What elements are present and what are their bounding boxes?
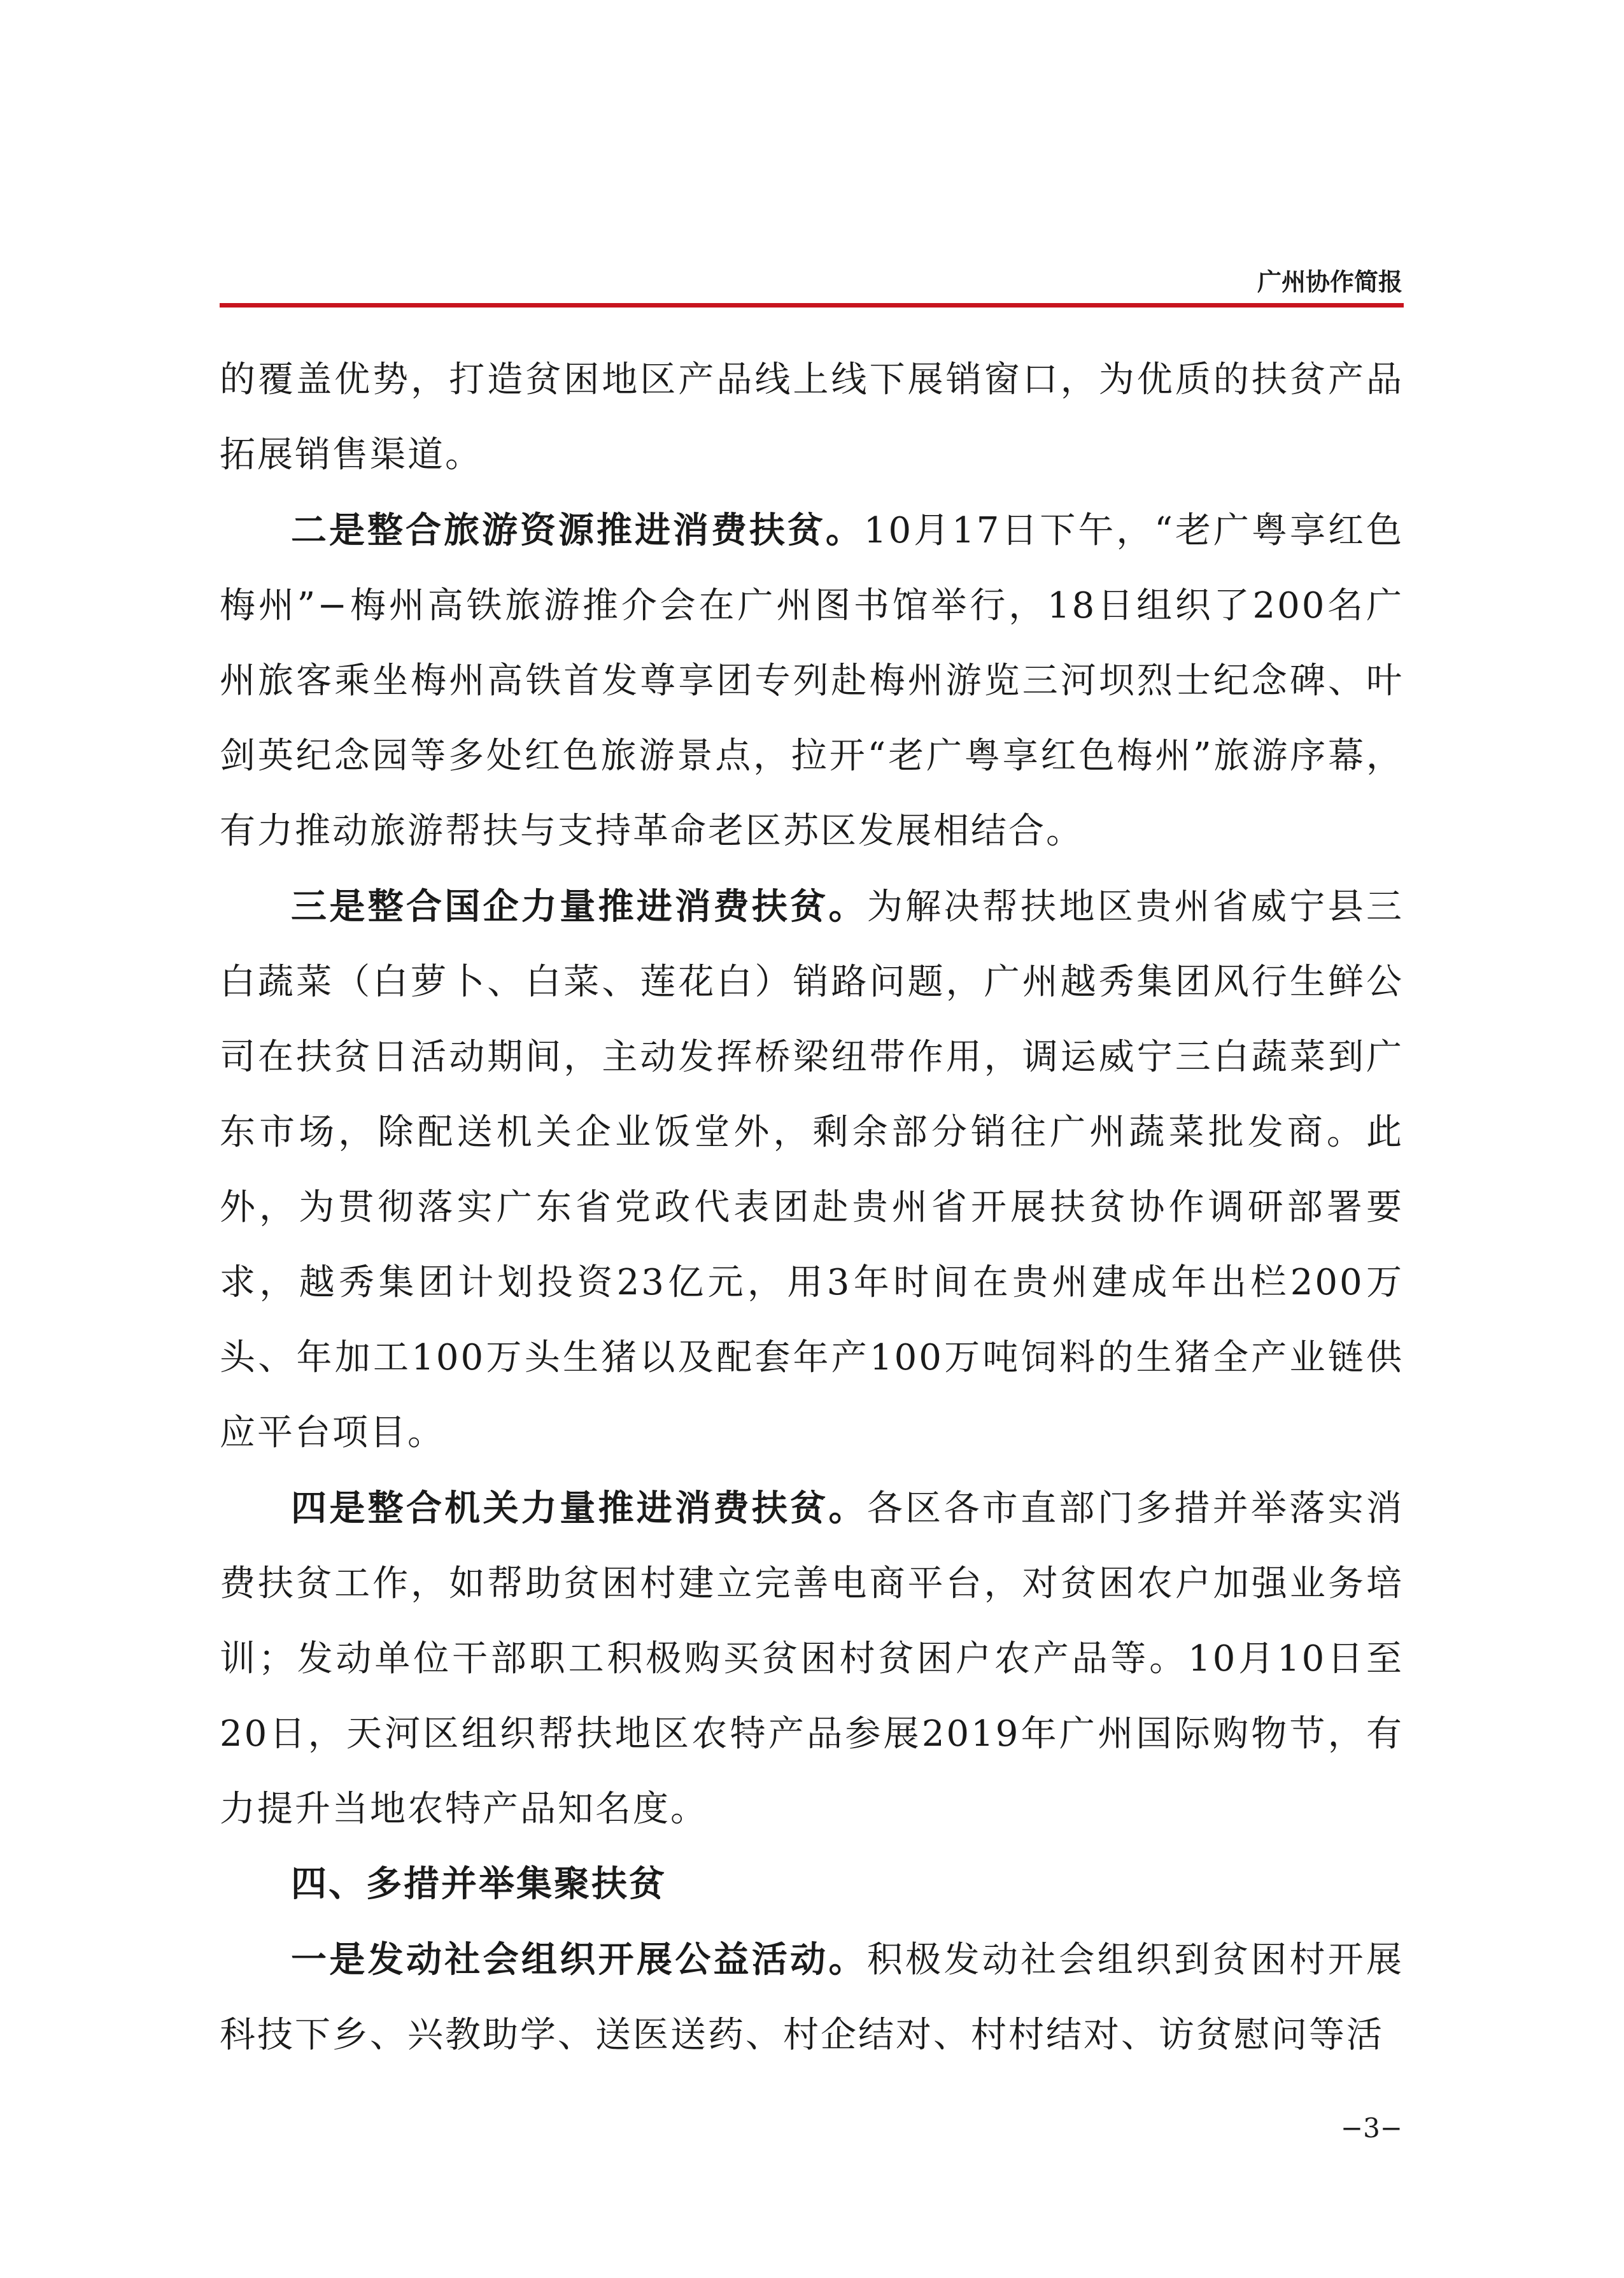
- paragraph-text: 的覆盖优势，打造贫困地区产品线上线下展销窗口，为优质的扶贫产品拓展销售渠道。: [220, 359, 1404, 476]
- paragraph-government: [220, 1471, 1404, 1847]
- paragraph-tourism: [220, 493, 1404, 869]
- page-number: −3−: [1340, 2112, 1402, 2144]
- document-body: [220, 343, 1404, 2073]
- paragraph-continuation: [220, 343, 1404, 493]
- paragraph-soe: [220, 869, 1404, 1471]
- paragraph-lead: 三是整合国企力量推进消费扶贫。: [291, 886, 867, 928]
- paragraph-text: 各区各市直部门多措并举落实消费扶贫工作，如帮助贫困村建立完善电商平台，对贫困农户加强业务培训；发动单位干部职工积极购买贫困村贫困户农产品等。10月10日至20日，天河区组织帮扶地区农特产品参展2019年广州国际购物节，有力提升当地农特产品知名度。: [220, 1488, 1404, 1830]
- header-title: 广州协作简报: [1257, 268, 1402, 296]
- paragraph-lead: 四是整合机关力量推进消费扶贫。: [291, 1487, 867, 1529]
- paragraph-social-orgs: [220, 1922, 1404, 2073]
- section-heading: 四、多措并举集聚扶贫: [291, 1864, 667, 1905]
- paragraph-text: 为解决帮扶地区贵州省威宁县三白蔬菜（白萝卜、白菜、莲花白）销路问题，广州越秀集团风行生鲜公司在扶贫日活动期间，主动发挥桥梁纽带作用，调运威宁三白蔬菜到广东市场，除配送机关企业饭堂外，剩余部分销往广州蔬菜批发商。此外，为贯彻落实广东省党政代表团赴贵州省开展扶贫协作调研部署要求，越秀集团计划投资23亿元，用3年时间在贵州建成年出栏200万头、年加工100万头生猪以及配套年产100万吨饲料的生猪全产业链供应平台项目。: [220, 886, 1404, 1454]
- paragraph-lead: 一是发动社会组织开展公益活动。: [291, 1939, 867, 1981]
- header-rule: [220, 303, 1404, 308]
- paragraph-text: 积极发动社会组织到贫困村开展科技下乡、兴教助学、送医送药、村企结对、村村结对、访贫慰问等活: [220, 1939, 1404, 2056]
- paragraph-lead: 二是整合旅游资源推进消费扶贫。: [291, 509, 864, 551]
- paragraph-text: 10月17日下午，“老广粤享红色梅州”−梅州高铁旅游推介会在广州图书馆举行，18日组织了200名广州旅客乘坐梅州高铁首发尊享团专列赴梅州游览三河坝烈士纪念碑、叶剑英纪念园等多处红色旅游景点，拉开“老广粤享红色梅州”旅游序幕，有力推动旅游帮扶与支持革命老区苏区发展相结合。: [220, 510, 1404, 852]
